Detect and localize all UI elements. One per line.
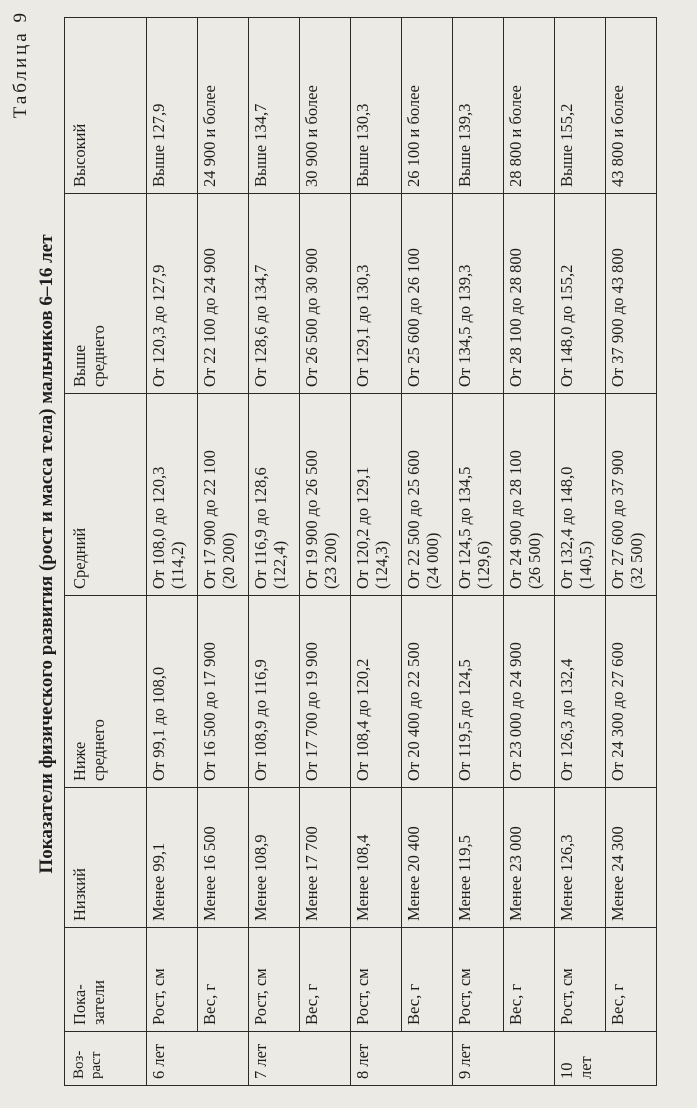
low-cell: Менее 108,4: [351, 788, 402, 928]
low-cell: Менее 99,1: [147, 788, 198, 928]
table-body: [147, 18, 657, 1086]
low-cell: Менее 119,5: [453, 788, 504, 928]
table-row: [147, 18, 198, 1086]
age-cell: 8 лет: [351, 1032, 453, 1086]
above-average-cell: От 37 900 до 43 800: [606, 194, 657, 394]
above-average-cell: От 22 100 до 24 900: [198, 194, 249, 394]
table-row: [555, 18, 606, 1086]
average-cell: От 17 900 до 22 100 (20 200): [198, 394, 249, 596]
high-cell: Выше 130,3: [351, 18, 402, 194]
indicator-cell: Вес, г: [504, 928, 555, 1032]
above-average-cell: От 120,3 до 127,9: [147, 194, 198, 394]
low-cell: Менее 20 400: [402, 788, 453, 928]
high-cell: 28 800 и более: [504, 18, 555, 194]
indicator-cell: Рост, см: [555, 928, 606, 1032]
below-average-cell: От 23 000 до 24 900: [504, 596, 555, 788]
age-cell: 7 лет: [249, 1032, 351, 1086]
high-cell: Выше 139,3: [453, 18, 504, 194]
low-cell: Менее 126,3: [555, 788, 606, 928]
indicator-cell: Рост, см: [147, 928, 198, 1032]
indicator-cell: Рост, см: [453, 928, 504, 1032]
indicator-cell: Вес, г: [606, 928, 657, 1032]
column-header-age: Воз- раст: [65, 1032, 147, 1086]
average-cell: От 108,0 до 120,3 (114,2): [147, 394, 198, 596]
high-cell: Выше 127,9: [147, 18, 198, 194]
column-header-low: Низкий: [65, 788, 147, 928]
table-row: [198, 18, 249, 1086]
above-average-cell: От 129,1 до 130,3: [351, 194, 402, 394]
indicator-cell: Вес, г: [300, 928, 351, 1032]
below-average-cell: От 126,3 до 132,4: [555, 596, 606, 788]
below-average-cell: От 17 700 до 19 900: [300, 596, 351, 788]
table-number: Таблица 9: [10, 10, 31, 119]
above-average-cell: От 148,0 до 155,2: [555, 194, 606, 394]
high-cell: 30 900 и более: [300, 18, 351, 194]
age-cell: 9 лет: [453, 1032, 555, 1086]
low-cell: Менее 16 500: [198, 788, 249, 928]
column-header-average: Средний: [65, 394, 147, 596]
below-average-cell: От 24 300 до 27 600: [606, 596, 657, 788]
below-average-cell: От 16 500 до 17 900: [198, 596, 249, 788]
above-average-cell: От 28 100 до 28 800: [504, 194, 555, 394]
below-average-cell: От 119,5 до 124,5: [453, 596, 504, 788]
indicator-cell: Рост, см: [351, 928, 402, 1032]
table-row: [351, 18, 402, 1086]
indicator-cell: Вес, г: [402, 928, 453, 1032]
indicator-cell: Вес, г: [198, 928, 249, 1032]
low-cell: Менее 23 000: [504, 788, 555, 928]
below-average-cell: От 108,9 до 116,9: [249, 596, 300, 788]
table-row: [402, 18, 453, 1086]
table-row: [504, 18, 555, 1086]
data-table: [64, 17, 657, 1086]
average-cell: От 116,9 до 128,6 (122,4): [249, 394, 300, 596]
column-header-above-average: Выше среднего: [65, 194, 147, 394]
high-cell: 43 800 и более: [606, 18, 657, 194]
above-average-cell: От 25 600 до 26 100: [402, 194, 453, 394]
average-cell: От 24 900 до 28 100 (26 500): [504, 394, 555, 596]
age-cell: 10 лет: [555, 1032, 657, 1086]
average-cell: От 22 500 до 25 600 (24 000): [402, 394, 453, 596]
header-row: [65, 18, 147, 1086]
high-cell: 24 900 и более: [198, 18, 249, 194]
column-header-below-average: Ниже среднего: [65, 596, 147, 788]
below-average-cell: От 20 400 до 22 500: [402, 596, 453, 788]
average-cell: От 124,5 до 134,5 (129,6): [453, 394, 504, 596]
age-cell: 6 лет: [147, 1032, 249, 1086]
page-title: Показатели физического развития (рост и масса тела) мальчиков 6–16 лет: [36, 234, 57, 874]
average-cell: От 132,4 до 148,0 (140,5): [555, 394, 606, 596]
high-cell: Выше 134,7: [249, 18, 300, 194]
below-average-cell: От 99,1 до 108,0: [147, 596, 198, 788]
table-row: [300, 18, 351, 1086]
above-average-cell: От 128,6 до 134,7: [249, 194, 300, 394]
above-average-cell: От 134,5 до 139,3: [453, 194, 504, 394]
low-cell: Менее 17 700: [300, 788, 351, 928]
average-cell: От 19 900 до 26 500 (23 200): [300, 394, 351, 596]
below-average-cell: От 108,4 до 120,2: [351, 596, 402, 788]
high-cell: Выше 155,2: [555, 18, 606, 194]
low-cell: Менее 108,9: [249, 788, 300, 928]
table-row: [249, 18, 300, 1086]
indicator-cell: Рост, см: [249, 928, 300, 1032]
table-row: [606, 18, 657, 1086]
low-cell: Менее 24 300: [606, 788, 657, 928]
high-cell: 26 100 и более: [402, 18, 453, 194]
table-row: [453, 18, 504, 1086]
above-average-cell: От 26 500 до 30 900: [300, 194, 351, 394]
average-cell: От 27 600 до 37 900 (32 500): [606, 394, 657, 596]
column-header-indicators: Пока- затели: [65, 928, 147, 1032]
column-header-high: Высокий: [65, 18, 147, 194]
average-cell: От 120,2 до 129,1 (124,3): [351, 394, 402, 596]
